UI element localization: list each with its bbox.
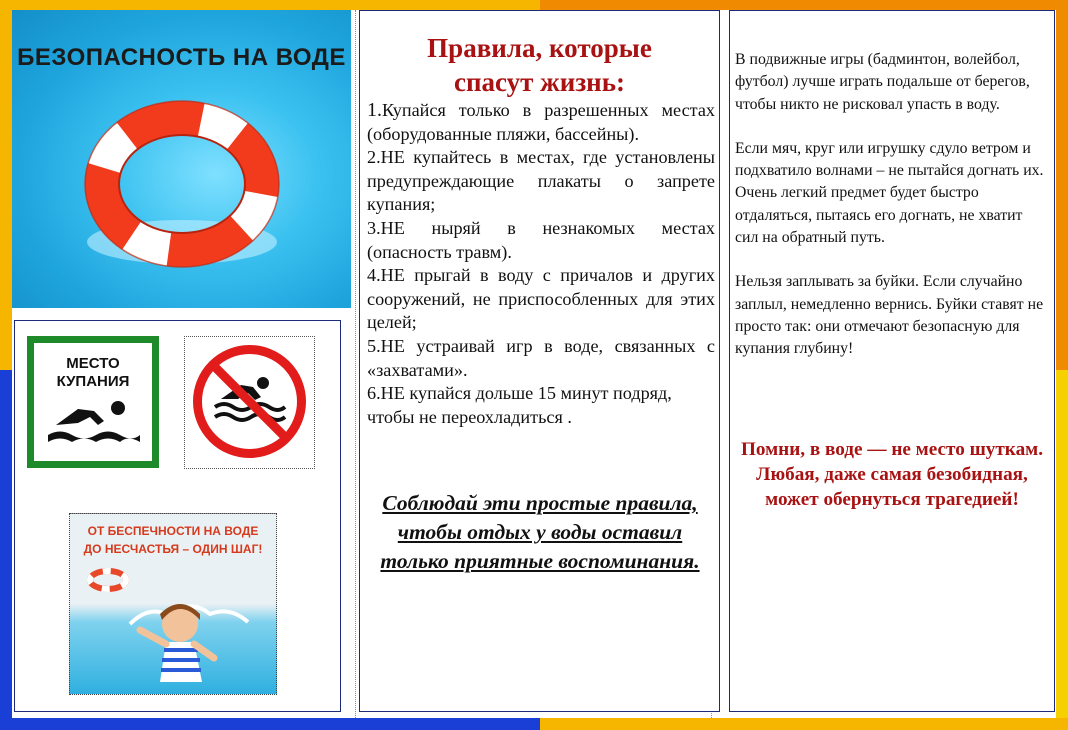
swim-place-line1: МЕСТО <box>66 355 120 372</box>
advice-paragraph: В подвижные игры (бадминтон, волейбол, футбол) лучше играть подальше от берегов, чтобы никто не рисковал упасть в воду. <box>735 51 1030 113</box>
rules-title-line1: Правила, которые <box>427 33 652 63</box>
no-swimming-sign <box>184 336 315 469</box>
water-safety-image <box>12 10 351 308</box>
advice-text <box>735 49 1049 383</box>
no-swimming-icon <box>191 343 308 460</box>
drowning-child-icon <box>70 554 277 695</box>
advice-panel <box>729 10 1055 712</box>
advice-paragraph: Если мяч, круг или игрушку сдуло ветром и подхватило волнами – не пытайся догнать их. Очень легкий предмет будет быстро отдаляться, пытаясь его догнать, не хватит сил на обратный путь. <box>735 139 1044 247</box>
poster-line1: ОТ БЕСПЕЧНОСТИ НА ВОДЕ <box>87 524 259 538</box>
rules-footer: Соблюдай эти простые правила, чтобы отдых у воды оставил только приятные воспоминания. <box>380 491 700 573</box>
warning-poster <box>69 513 277 695</box>
frame-left-top <box>0 0 12 370</box>
rule-item: 1.Купайся только в разрешенных местах (оборудованные пляжи, бассейны). <box>367 99 715 144</box>
rule-item: 2.НЕ купайтесь в местах, где установлены предупреждающие плакаты о запрете купания; <box>367 147 715 215</box>
frame-right-bottom <box>1056 370 1068 730</box>
poster-line2: ДО НЕСЧАСТЬЯ – ОДИН ШАГ! <box>83 542 263 556</box>
rule-item: 5.НЕ устраивай игр в воде, связанных с «захватами». <box>367 335 715 380</box>
frame-left-bottom <box>0 370 12 730</box>
lifebuoy-icon <box>82 92 282 272</box>
rule-item: 3.НЕ ныряй в незнакомых местах (опасность травм). <box>367 217 715 262</box>
frame-top-left <box>0 0 540 10</box>
swim-place-sign <box>27 336 159 468</box>
warning-text: Помни, в воде — не место шуткам. Любая, даже самая безобидная, может обернуться трагедией! <box>740 439 1044 510</box>
frame-top-right <box>540 0 1068 10</box>
rules-panel <box>359 10 720 712</box>
frame-right-top <box>1056 0 1068 370</box>
swimmer-icon <box>48 395 140 443</box>
fold-line <box>355 10 356 718</box>
rules-title <box>360 31 719 99</box>
rule-item: 6.НЕ купайся дольше 15 минут подряд, чтобы не переохладиться . <box>367 383 672 427</box>
rules-list <box>367 99 715 429</box>
rule-item: 4.НЕ прыгай в воду с причалов и других сооружений, не приспособленных для этих целей; <box>367 265 715 333</box>
frame-bottom-left <box>0 718 540 730</box>
swim-place-line2: КУПАНИЯ <box>56 373 130 390</box>
rules-title-line2: спасут жизнь: <box>454 67 625 97</box>
frame-bottom-right <box>540 718 1068 730</box>
advice-paragraph: Нельзя заплывать за буйки. Если случайно заплыл, немедленно вернись. Буйки ставят не просто так: они отмечают безопасную для купания глубину! <box>735 273 1044 358</box>
water-safety-title: БЕЗОПАСНОСТЬ НА ВОДЕ <box>17 44 346 71</box>
